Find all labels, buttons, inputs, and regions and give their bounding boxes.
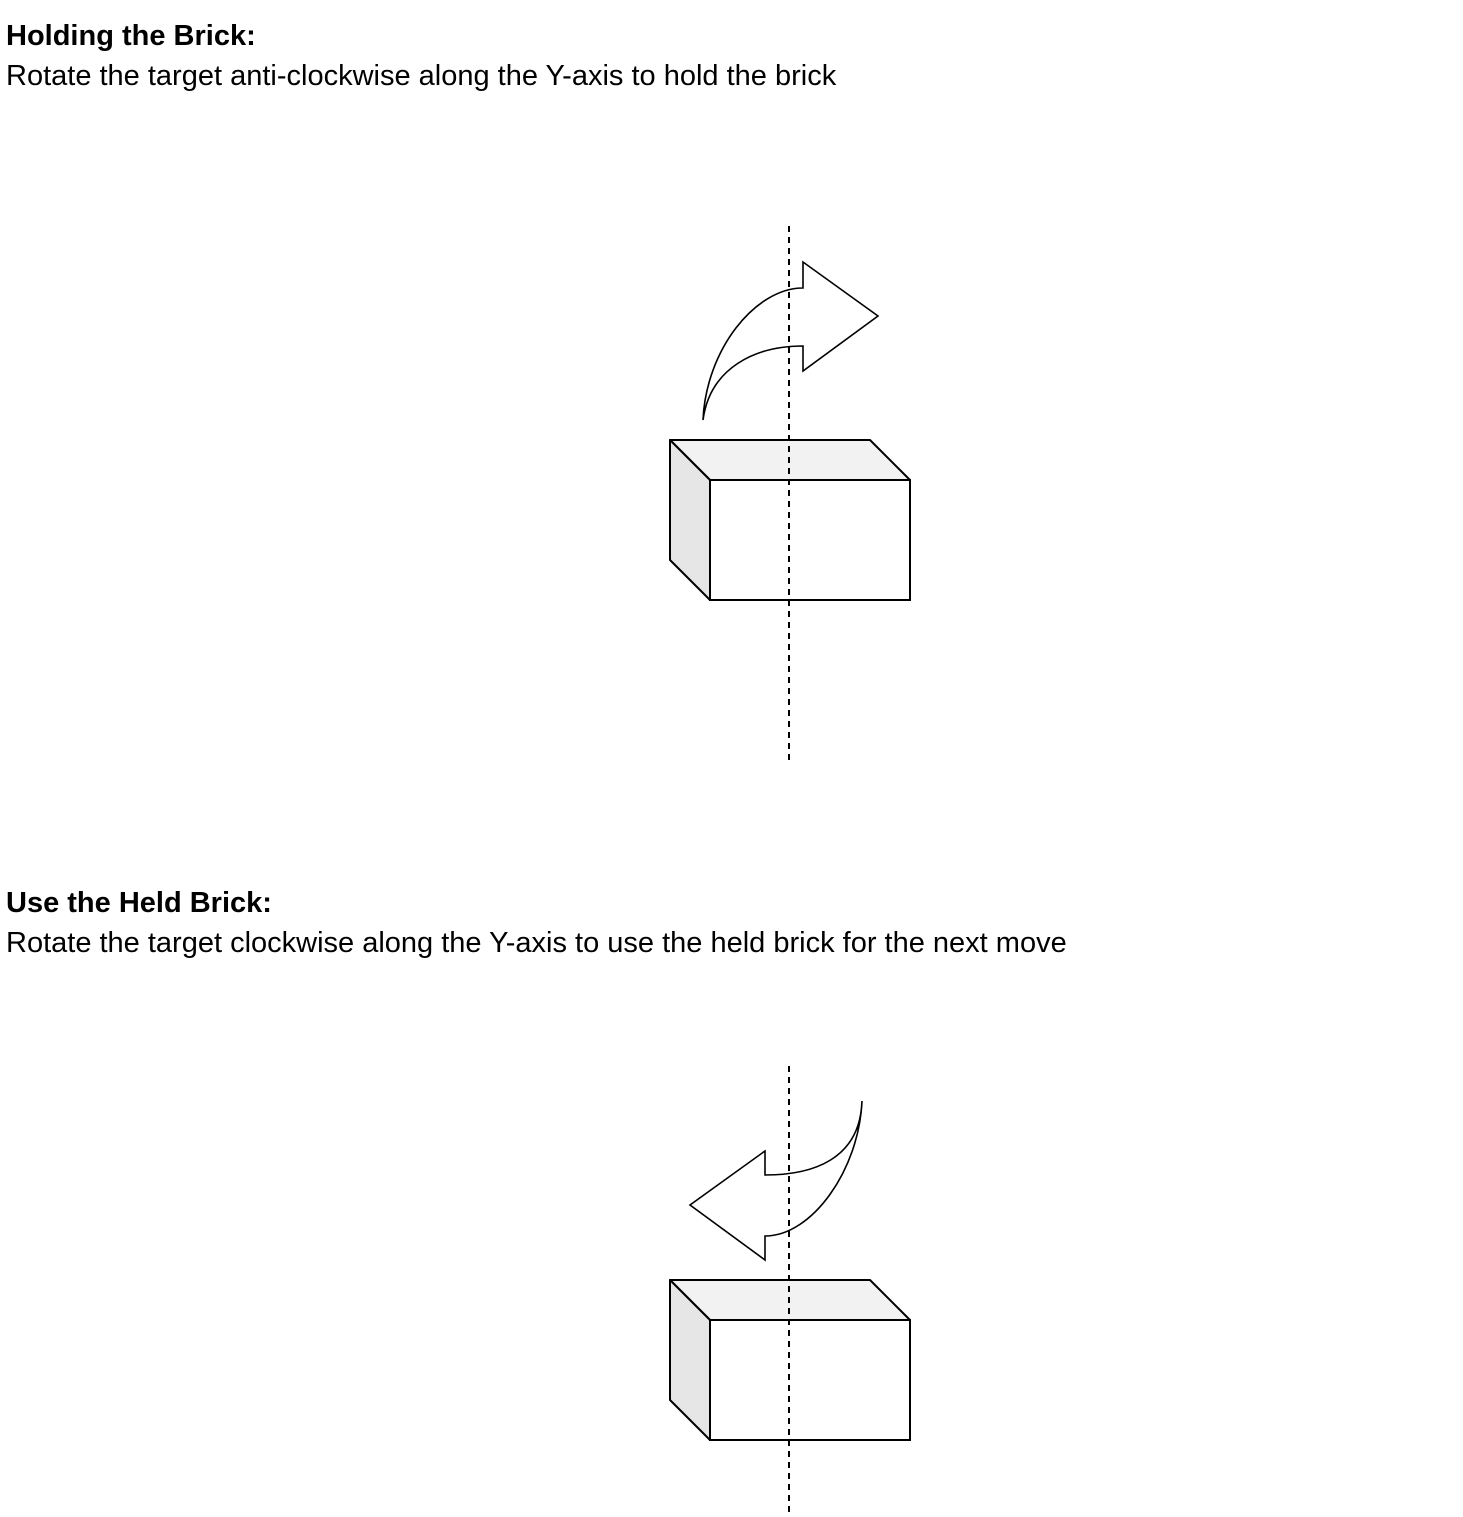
- rotation-diagram-use: [0, 840, 1463, 1517]
- section-description: Rotate the target anti-clockwise along the Y-axis to hold the brick: [6, 60, 837, 92]
- section-heading: Use the Held Brick:: [6, 887, 272, 919]
- brick-icon: [670, 440, 910, 600]
- brick-icon: [670, 1280, 910, 1440]
- curved-arrow-icon: [690, 1101, 862, 1260]
- section-heading: Holding the Brick:: [6, 20, 256, 52]
- brick-front-face: [710, 480, 910, 600]
- curved-arrow-icon: [703, 262, 878, 420]
- section-description: Rotate the target clockwise along the Y-axis to use the held brick for the next move: [6, 927, 1067, 959]
- brick-front-face: [710, 1320, 910, 1440]
- instruction-use-held-brick: [0, 840, 1463, 1517]
